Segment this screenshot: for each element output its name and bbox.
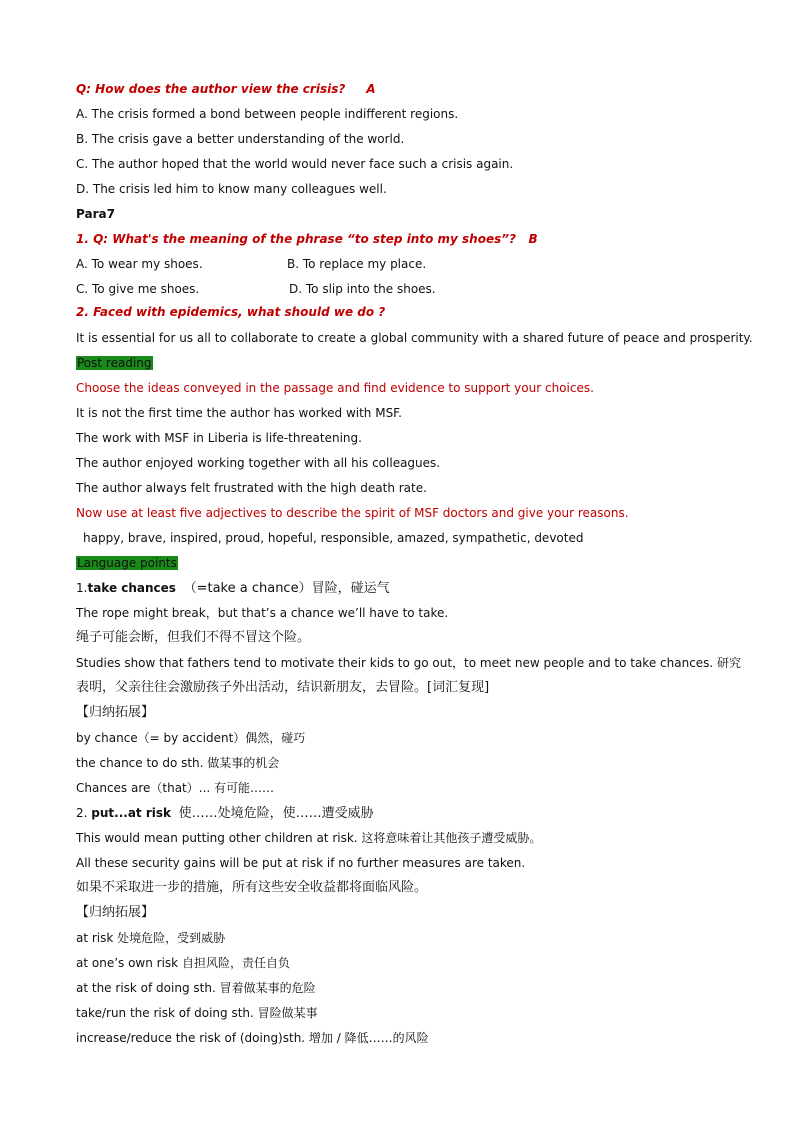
para7-options-row-1 xyxy=(76,256,716,272)
point-2-expand-2: at one’s own risk 自担风险，责任自负 xyxy=(76,956,290,970)
question-author-view xyxy=(76,81,376,97)
idea-1: It is not the first time the author has worked with MSF. xyxy=(76,406,402,420)
point-1-expand-3: Chances are（that）... 有可能…… xyxy=(76,781,275,795)
point-1-example-1-cn: 绳子可能会断，但我们不得不冒这个险。 xyxy=(76,630,311,645)
point-2-expand-heading: 【归纳拓展】 xyxy=(76,905,155,920)
idea-2: The work with MSF in Liberia is life-threatening. xyxy=(76,431,362,445)
post-reading-heading xyxy=(76,355,153,371)
para7-heading: Para7 xyxy=(76,207,115,221)
para7-answer-2: It is essential for us all to collaborate to create a global community with a shared future of peace and prosperity. xyxy=(76,331,753,345)
point-2-expand-3: at the risk of doing sth. 冒着做某事的危险 xyxy=(76,981,316,995)
point-gloss: 使……处境危险，使……遭受威胁 xyxy=(178,806,374,821)
point-1-example-1-en: The rope might break，but that’s a chance we’ll have to take. xyxy=(76,606,449,620)
idea-3: The author enjoyed working together with all his colleagues. xyxy=(76,456,441,470)
point-2-example-2-cn: 如果不采取进一步的措施，所有这些安全收益都将面临风险。 xyxy=(76,880,428,895)
para7-question-2: 2. Faced with epidemics, what should we do ? xyxy=(76,305,386,319)
point-2-example-2-en: All these security gains will be put at risk if no further measures are taken. xyxy=(76,856,526,870)
adjective-list: happy, brave, inspired, proud, hopeful, responsible, amazed, sympathetic, devoted xyxy=(83,531,584,545)
point-1-expand-heading: 【归纳拓展】 xyxy=(76,705,155,720)
option-b: B. The crisis gave a better understanding of the world. xyxy=(76,132,405,146)
para7-options-row-2 xyxy=(76,281,716,297)
option-a: A. The crisis formed a bond between people indifferent regions. xyxy=(76,107,459,121)
idea-4: The author always felt frustrated with the high death rate. xyxy=(76,481,427,495)
option-b: B. To replace my place. xyxy=(287,257,427,271)
point-gloss: （=take a chance）冒险，碰运气 xyxy=(183,581,390,596)
answer-letter: A xyxy=(366,82,376,96)
point-1-example-2-line-2: 表明，父亲往往会激励孩子外出活动，结识新朋友，去冒险。[词汇复现] xyxy=(76,680,490,695)
point-1-heading xyxy=(76,580,390,597)
point-2-expand-4: take/run the risk of doing sth. 冒险做某事 xyxy=(76,1006,318,1020)
point-number: 2. xyxy=(76,806,88,820)
point-phrase: take chances xyxy=(87,581,176,595)
point-1-example-2-line-1: Studies show that fathers tend to motivate their kids to go out，to meet new people and to take chances. 研究 xyxy=(76,656,742,670)
section-label: Post reading xyxy=(77,356,152,370)
section-label: Language points xyxy=(77,556,177,570)
point-1-expand-1: by chance（= by accident）偶然，碰巧 xyxy=(76,731,306,745)
answer-letter: B xyxy=(528,232,538,246)
option-c: C. The author hoped that the world would never face such a crisis again. xyxy=(76,157,514,171)
point-2-expand-1: at risk 处境危险，受到威胁 xyxy=(76,931,226,945)
question-text: 1. Q: What's the meaning of the phrase “to step into my shoes”? xyxy=(76,232,516,246)
post-reading-instruction-2: Now use at least five adjectives to describe the spirit of MSF doctors and give your reasons. xyxy=(76,506,629,520)
point-2-heading xyxy=(76,805,374,822)
para7-question-1 xyxy=(76,231,538,247)
point-number: 1. xyxy=(76,581,88,595)
option-a: A. To wear my shoes. xyxy=(76,257,203,271)
point-phrase: put...at risk xyxy=(91,806,171,820)
point-1-expand-2: the chance to do sth. 做某事的机会 xyxy=(76,756,280,770)
option-c: C. To give me shoes. xyxy=(76,282,200,296)
option-d: D. To slip into the shoes. xyxy=(289,282,436,296)
point-2-example-1: This would mean putting other children at risk. 这将意味着让其他孩子遭受威胁。 xyxy=(76,831,542,845)
point-2-expand-5: increase/reduce the risk of (doing)sth. 增加 / 降低……的风险 xyxy=(76,1031,429,1045)
post-reading-instruction-1: Choose the ideas conveyed in the passage and find evidence to support your choices. xyxy=(76,381,594,395)
option-d: D. The crisis led him to know many colleagues well. xyxy=(76,182,387,196)
language-points-heading xyxy=(76,555,178,571)
question-text: Q: How does the author view the crisis? xyxy=(76,82,346,96)
